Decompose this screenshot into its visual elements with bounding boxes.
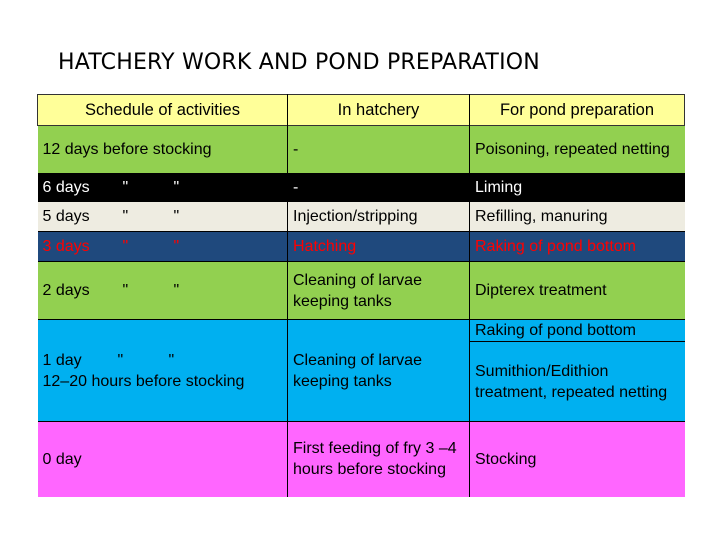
ditto-mark: " (173, 179, 180, 196)
schedule-cell (38, 262, 288, 320)
schedule-cell (38, 202, 288, 232)
day-label: 6 days (42, 179, 90, 196)
pond-cell: Sumithion/Edithion treatment, repeated netting (470, 342, 685, 422)
ditto-mark: " (122, 238, 129, 255)
hatchery-cell: Cleaning of larvae keeping tanks (288, 320, 470, 422)
ditto-mark: " (173, 282, 180, 299)
table-row (38, 422, 685, 497)
pond-cell: Dipterex treatment (470, 262, 685, 320)
table-row (38, 126, 685, 174)
table-row (38, 202, 685, 232)
day-sublabel: 12–20 hours before stocking (42, 372, 245, 390)
day-label: 1 day (42, 351, 82, 369)
ditto-mark: " (122, 179, 129, 196)
schedule-table (37, 94, 685, 497)
ditto-mark: " (122, 208, 129, 225)
table-row (38, 320, 685, 342)
ditto-mark: " (173, 238, 180, 255)
pond-cell: Refilling, manuring (470, 202, 685, 232)
hatchery-cell: - (288, 174, 470, 202)
pond-cell: Raking of pond bottom (470, 232, 685, 262)
table-row (38, 232, 685, 262)
hatchery-cell: Injection/stripping (288, 202, 470, 232)
hatchery-cell: - (288, 126, 470, 174)
day-label: 2 days (42, 282, 90, 299)
hatchery-cell: Cleaning of larvae keeping tanks (288, 262, 470, 320)
page-title: HATCHERY WORK AND POND PREPARATION (58, 50, 540, 75)
schedule-cell (38, 232, 288, 262)
pond-cell: Stocking (470, 422, 685, 497)
schedule-cell (38, 320, 288, 422)
schedule-cell: 12 days before stocking (42, 141, 212, 158)
ditto-mark: " (122, 282, 129, 299)
schedule-cell (38, 174, 288, 202)
header-schedule: Schedule of activities (84, 100, 240, 119)
table-row (38, 174, 685, 202)
ditto-mark: " (168, 351, 175, 369)
hatchery-cell: First feeding of fry 3 –4 hours before stocking (288, 422, 470, 497)
ditto-mark: " (173, 208, 180, 225)
pond-cell: Liming (470, 174, 685, 202)
table-header-row (38, 95, 685, 126)
ditto-mark: " (117, 351, 124, 369)
schedule-cell: 0 day (42, 450, 82, 468)
hatchery-cell: Hatching (288, 232, 470, 262)
pond-cell: Raking of pond bottom (470, 320, 685, 342)
header-in-hatchery: In hatchery (288, 95, 470, 126)
day-label: 5 days (42, 208, 90, 225)
header-pond-preparation: For pond preparation (470, 95, 685, 126)
table-row (38, 262, 685, 320)
day-label: 3 days (42, 238, 90, 255)
pond-cell: Poisoning, repeated netting (470, 126, 685, 174)
